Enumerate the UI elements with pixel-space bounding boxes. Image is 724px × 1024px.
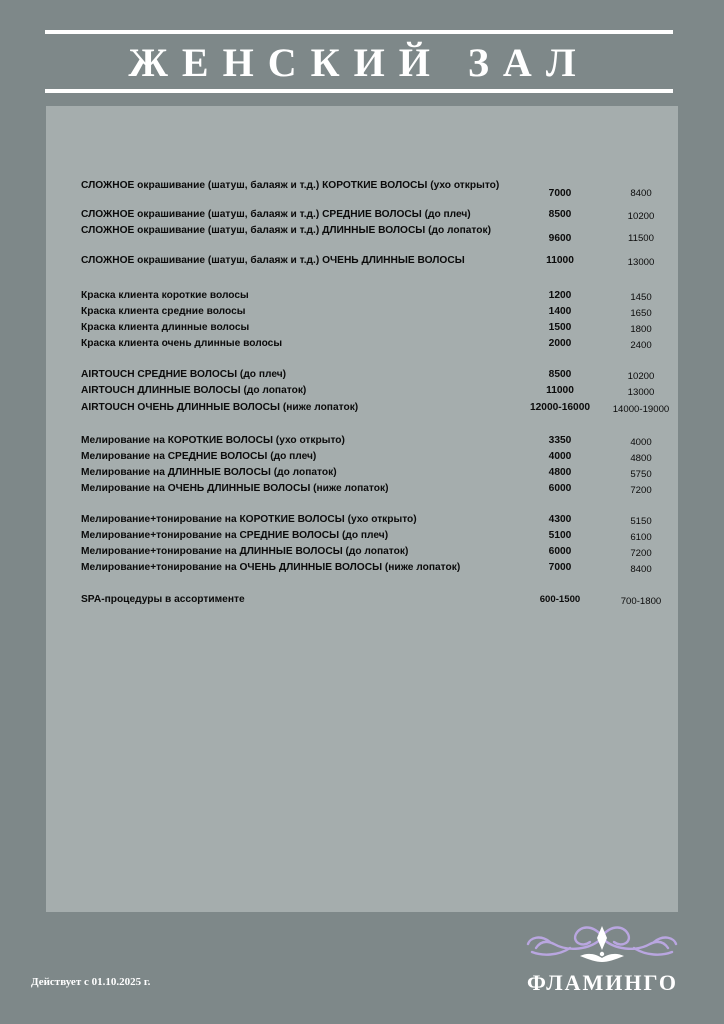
price-row — [46, 466, 678, 482]
price-top: 1800 — [630, 324, 652, 335]
price-standard: 1400 — [548, 306, 572, 317]
price-standard: 7000 — [548, 562, 572, 573]
price-top: 2400 — [630, 340, 652, 351]
price-top: 4800 — [630, 453, 652, 464]
price-row — [46, 289, 678, 305]
price-row — [46, 545, 678, 561]
price-row — [46, 513, 678, 529]
price-row — [46, 321, 678, 337]
service-name: Мелирование+тонирование на ОЧЕНЬ ДЛИННЫЕ ВОЛОСЫ (ниже лопаток) — [81, 562, 461, 573]
price-row — [46, 593, 678, 609]
price-standard: 11000 — [546, 385, 574, 396]
service-name: AIRTOUCH ОЧЕНЬ ДЛИННЫЕ ВОЛОСЫ (ниже лопаток) — [81, 402, 359, 413]
price-top: 5150 — [630, 516, 652, 527]
price-standard: 11000 — [546, 255, 574, 266]
price-standard: 4000 — [548, 451, 572, 462]
price-top: 10200 — [627, 211, 655, 222]
title-bottom-rule — [45, 89, 673, 93]
flamingo-ornament-icon — [510, 916, 695, 976]
price-row — [46, 529, 678, 545]
price-standard: 4800 — [548, 467, 572, 478]
price-top: 1450 — [630, 292, 652, 303]
price-standard: 2000 — [548, 338, 572, 349]
service-name: Мелирование на СРЕДНИЕ ВОЛОСЫ (до плеч) — [81, 451, 317, 462]
price-top: 4000 — [630, 437, 652, 448]
price-standard: 6000 — [548, 546, 572, 557]
price-standard: 6000 — [548, 483, 572, 494]
title-top-rule — [45, 30, 673, 34]
service-name: СЛОЖНОЕ окрашивание (шатуш, балаяж и т.д.) ОЧЕНЬ ДЛИННЫЕ ВОЛОСЫ — [81, 255, 465, 266]
price-top: 700-1800 — [620, 596, 662, 607]
price-list-panel — [46, 106, 678, 912]
price-top: 8400 — [630, 564, 652, 575]
price-row — [46, 179, 678, 199]
service-name: Краска клиента короткие волосы — [81, 290, 249, 301]
price-standard: 9600 — [548, 233, 572, 244]
price-row — [46, 482, 678, 498]
service-name: Мелирование на ОЧЕНЬ ДЛИННЫЕ ВОЛОСЫ (ниже лопаток) — [81, 483, 389, 494]
price-row — [46, 337, 678, 353]
price-standard: 1200 — [548, 290, 572, 301]
price-standard: 7000 — [548, 188, 572, 199]
price-top: 5750 — [630, 469, 652, 480]
price-top: 8400 — [630, 188, 652, 199]
price-standard: 3350 — [548, 435, 572, 446]
price-top: 11500 — [628, 233, 654, 244]
price-top: 7200 — [630, 548, 652, 559]
price-row — [46, 254, 678, 270]
price-standard: 8500 — [548, 209, 572, 220]
price-top: 1650 — [630, 308, 652, 319]
price-top: 13000 — [627, 257, 655, 268]
service-name: Мелирование+тонирование на ДЛИННЫЕ ВОЛОСЫ (до лопаток) — [81, 546, 409, 557]
price-standard: 4300 — [548, 514, 572, 525]
price-top: 6100 — [630, 532, 652, 543]
service-name: Краска клиента длинные волосы — [81, 322, 250, 333]
service-name: SPA-процедуры в ассортименте — [81, 594, 245, 605]
price-row — [46, 561, 678, 577]
service-name: Мелирование на ДЛИННЫЕ ВОЛОСЫ (до лопаток) — [81, 467, 337, 478]
price-row — [46, 208, 678, 224]
price-standard: 8500 — [548, 369, 572, 380]
logo-wordmark: ФЛАМИНГО — [526, 970, 679, 995]
price-row — [46, 368, 678, 384]
service-name: Мелирование на КОРОТКИЕ ВОЛОСЫ (ухо открыто) — [81, 435, 345, 446]
price-standard: 12000-16000 — [529, 402, 591, 413]
flamingo-logo — [510, 916, 695, 1000]
price-row — [46, 224, 678, 244]
price-standard: 5100 — [548, 530, 572, 541]
service-name: СЛОЖНОЕ окрашивание (шатуш, балаяж и т.д.) КОРОТКИЕ ВОЛОСЫ (ухо открыто) — [81, 180, 500, 191]
service-name: Мелирование+тонирование на СРЕДНИЕ ВОЛОСЫ (до плеч) — [81, 530, 389, 541]
service-name: Краска клиента очень длинные волосы — [81, 338, 283, 349]
price-row — [46, 305, 678, 321]
price-row — [46, 450, 678, 466]
price-standard: 600-1500 — [539, 594, 581, 605]
price-top: 13000 — [627, 387, 655, 398]
price-top: 7200 — [630, 485, 652, 496]
price-row — [46, 434, 678, 450]
service-name: AIRTOUCH ДЛИННЫЕ ВОЛОСЫ (до лопаток) — [81, 385, 307, 396]
service-name: Мелирование+тонирование на КОРОТКИЕ ВОЛОСЫ (ухо открыто) — [81, 514, 417, 525]
service-name: СЛОЖНОЕ окрашивание (шатуш, балаяж и т.д.) СРЕДНИЕ ВОЛОСЫ (до плеч) — [81, 209, 471, 220]
price-standard: 1500 — [548, 322, 572, 333]
service-name: СЛОЖНОЕ окрашивание (шатуш, балаяж и т.д.) ДЛИННЫЕ ВОЛОСЫ (до лопаток) — [81, 225, 491, 236]
service-name: AIRTOUCH СРЕДНИЕ ВОЛОСЫ (до плеч) — [81, 369, 287, 380]
valid-from-note: Действует с 01.10.2025 г. — [31, 976, 151, 988]
page-title: ЖЕНСКИЙ ЗАЛ — [128, 40, 590, 85]
service-name: Краска клиента средние волосы — [81, 306, 246, 317]
price-top: 10200 — [627, 371, 655, 382]
price-row — [46, 384, 678, 400]
price-top: 14000-19000 — [612, 404, 670, 415]
price-row — [46, 401, 678, 417]
